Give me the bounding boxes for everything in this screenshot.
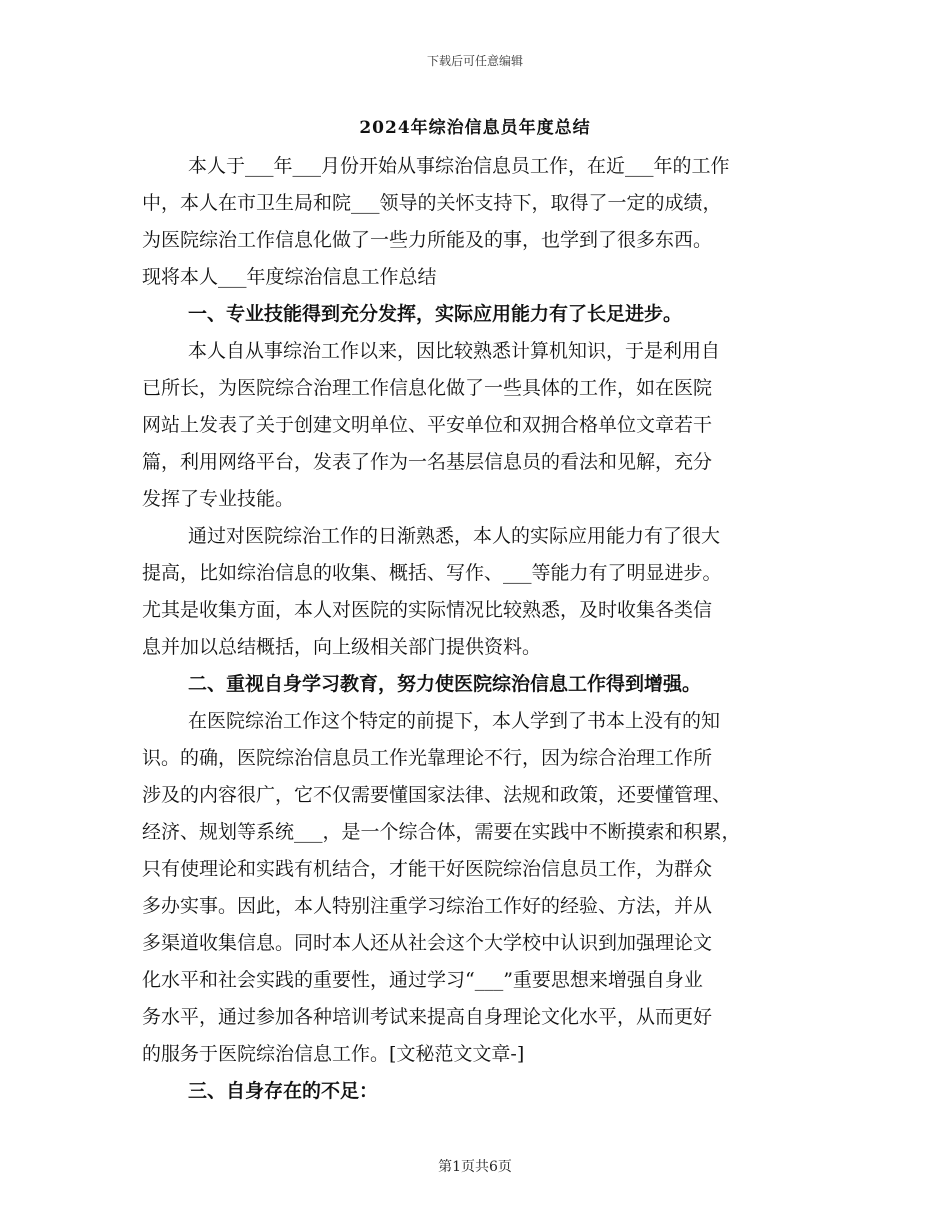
paragraph-line: 通过对医院综治工作的日渐熟悉，本人的实际应用能力有了很大 xyxy=(188,525,721,547)
paragraph-line: 现将本人___年度综治信息工作总结 xyxy=(142,266,437,288)
paragraph-line: 的服务于医院综治信息工作。[文秘范文文章-] xyxy=(142,1043,525,1065)
page-footer: 第1页共6页 xyxy=(438,1159,512,1175)
document-title: 2024年综治信息员年度总结 xyxy=(359,118,591,138)
paragraph-line: 涉及的内容很广，它不仅需要懂国家法律、法规和政策，还要懂管理、 xyxy=(142,784,732,806)
paragraph-line: 提高，比如综治信息的收集、概括、写作、___等能力有了明显进步。 xyxy=(142,562,722,584)
paragraph-line: 发挥了专业技能。 xyxy=(142,488,295,510)
paragraph-line: 多办实事。因此，本人特别注重学习综治工作好的经验、方法，并从 xyxy=(142,895,713,917)
paragraph-line: 经济、规划等系统___，是一个综合体，需要在实践中不断摸索和积累， xyxy=(142,821,741,843)
paragraph xyxy=(142,703,812,1073)
paragraph-line: 多渠道收集信息。同时本人还从社会这个大学校中认识到加强理论文 xyxy=(142,932,713,954)
document-body xyxy=(142,148,812,1110)
paragraph-line: 网站上发表了关于创建文明单位、平安单位和双拥合格单位文章若干 xyxy=(142,414,713,436)
paragraph-line: 已所长，为医院综合治理工作信息化做了一些具体的工作，如在医院 xyxy=(142,377,713,399)
paragraph-line: 尤其是收集方面，本人对医院的实际情况比较熟悉，及时收集各类信 xyxy=(142,599,713,621)
paragraph-line: 化水平和社会实践的重要性，通过学习“___”重要思想来增强自身业 xyxy=(142,969,703,991)
section-heading: 一、专业技能得到充分发挥，实际应用能力有了长足进步。 xyxy=(188,303,683,325)
section-heading: 二、重视自身学习教育，努力使医院综治信息工作得到增强。 xyxy=(188,673,702,695)
header-note: 下载后可任意编辑 xyxy=(426,54,523,68)
paragraph-line: 在医院综治工作这个特定的前提下，本人学到了书本上没有的知 xyxy=(188,710,721,732)
paragraph-line: 篇，利用网络平台，发表了作为一名基层信息员的看法和见解，充分 xyxy=(142,451,713,473)
paragraph-line: 本人自从事综治工作以来，因比较熟悉计算机知识，于是利用自 xyxy=(188,340,721,362)
paragraph-line: 只有使理论和实践有机结合，才能干好医院综治信息员工作，为群众 xyxy=(142,858,713,880)
paragraph-line: 务水平，通过参加各种培训考试来提高自身理论文化水平，从而更好 xyxy=(142,1006,713,1028)
paragraph-line: 息并加以总结概括，向上级相关部门提供资料。 xyxy=(142,636,542,658)
paragraph-line: 为医院综治工作信息化做了一些力所能及的事，也学到了很多东西。 xyxy=(142,229,713,251)
paragraph xyxy=(142,148,812,296)
paragraph-line: 识。的确，医院综治信息员工作光靠理论不行，因为综合治理工作所 xyxy=(142,747,713,769)
paragraph-line: 中，本人在市卫生局和院___领导的关怀支持下，取得了一定的成绩， xyxy=(142,192,722,214)
section-heading: 三、自身存在的不足： xyxy=(188,1080,379,1102)
paragraph xyxy=(142,333,812,518)
paragraph-line: 本人于___年___月份开始从事综治信息员工作，在近___年的工作 xyxy=(188,155,730,177)
paragraph xyxy=(142,518,812,666)
